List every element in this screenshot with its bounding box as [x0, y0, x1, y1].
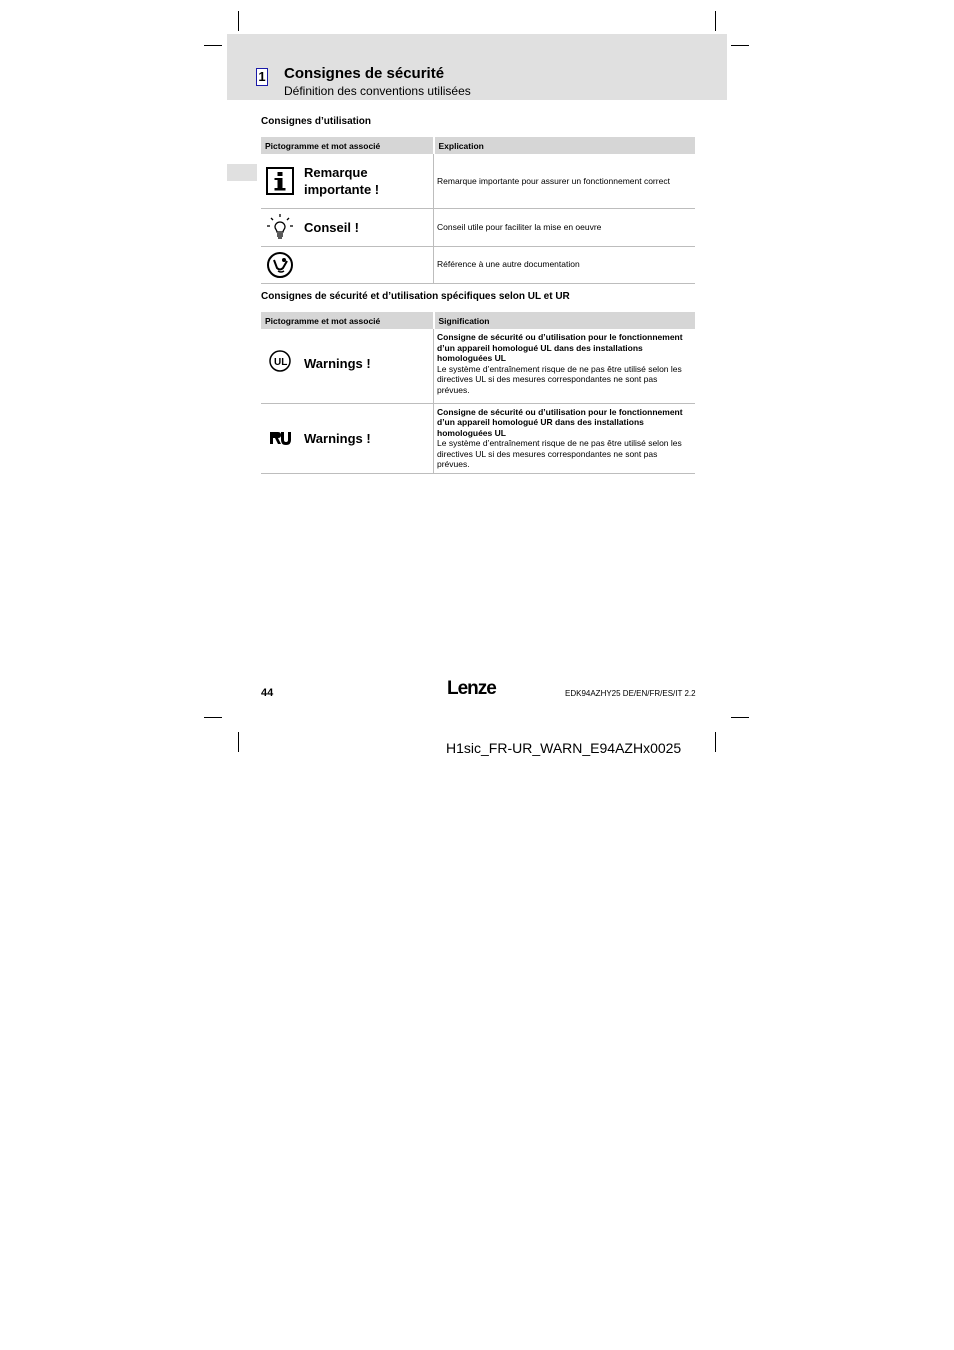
column-header: Pictogramme et mot associé — [261, 312, 434, 329]
usage-section-title: Consignes d’utilisation — [261, 116, 372, 127]
table-row — [261, 246, 695, 283]
crop-mark — [715, 11, 716, 31]
page-subtitle: Définition des conventions utilisées — [284, 84, 471, 98]
signal-word: Conseil ! — [304, 219, 359, 235]
page-title: Consignes de sécurité — [284, 65, 445, 82]
reference-icon — [266, 251, 294, 279]
column-header: Pictogramme et mot associé — [261, 137, 434, 154]
signification-bold: Consigne de sécurité ou d’utilisation pour le fonctionnement d’un appareil homologué UL dans des installations homologuées UL — [437, 332, 683, 363]
ul-section-title: Consignes de sécurité et d’utilisation spécifiques selon UL et UR — [261, 291, 570, 302]
crop-mark — [204, 717, 222, 718]
signification-text: Le système d’entraînement risque de ne pas être utilisé selon les directives UL si des mesures correspondantes ne sont pas prévues. — [437, 438, 682, 469]
crop-mark — [238, 732, 239, 752]
table-row — [261, 403, 695, 473]
signal-word: Warnings ! — [304, 356, 371, 371]
explanation-cell: Conseil utile pour faciliter la mise en oeuvre — [434, 208, 696, 246]
column-header: Explication — [434, 137, 696, 154]
page-number: 44 — [261, 687, 274, 699]
table-row — [261, 208, 695, 246]
table-row — [261, 154, 695, 208]
ul-mark-icon — [266, 351, 294, 371]
signal-word: Remarque importante ! — [304, 164, 380, 197]
info-icon — [266, 167, 294, 195]
crop-mark — [204, 45, 222, 46]
document-id: EDK94AZHY25 DE/EN/FR/ES/IT 2.2 — [565, 689, 696, 698]
signification-cell — [434, 403, 696, 473]
usage-table — [261, 137, 695, 284]
explanation-cell: Référence à une autre documentation — [434, 246, 696, 283]
signal-word: Warnings ! — [304, 430, 371, 446]
signification-bold: Consigne de sécurité ou d’utilisation pour le fonctionnement d’un appareil homologué UR dans des installations homologuées UL — [437, 406, 683, 438]
table-row — [261, 329, 695, 403]
side-tab — [227, 164, 257, 181]
column-header: Signification — [434, 312, 696, 329]
lenze-logo: Lenze — [447, 678, 496, 699]
crop-mark — [715, 732, 716, 752]
signification-text: Le système d’entraînement risque de ne pas être utilisé selon les directives UL si des mesures correspondantes ne sont pas prévues. — [437, 363, 682, 395]
chapter-number: 1 — [256, 68, 268, 86]
ur-mark-icon — [266, 428, 294, 448]
crop-mark — [731, 717, 749, 718]
lightbulb-icon — [266, 213, 294, 241]
svg-text:UL: UL — [274, 357, 288, 368]
ul-table — [261, 312, 695, 474]
explanation-cell: Remarque importante pour assurer un fonctionnement correct — [434, 154, 696, 208]
crop-mark — [731, 45, 749, 46]
signification-cell — [434, 329, 696, 403]
crop-mark — [238, 11, 239, 31]
file-label: H1sic_FR-UR_WARN_E94AZHx0025 — [446, 740, 682, 756]
